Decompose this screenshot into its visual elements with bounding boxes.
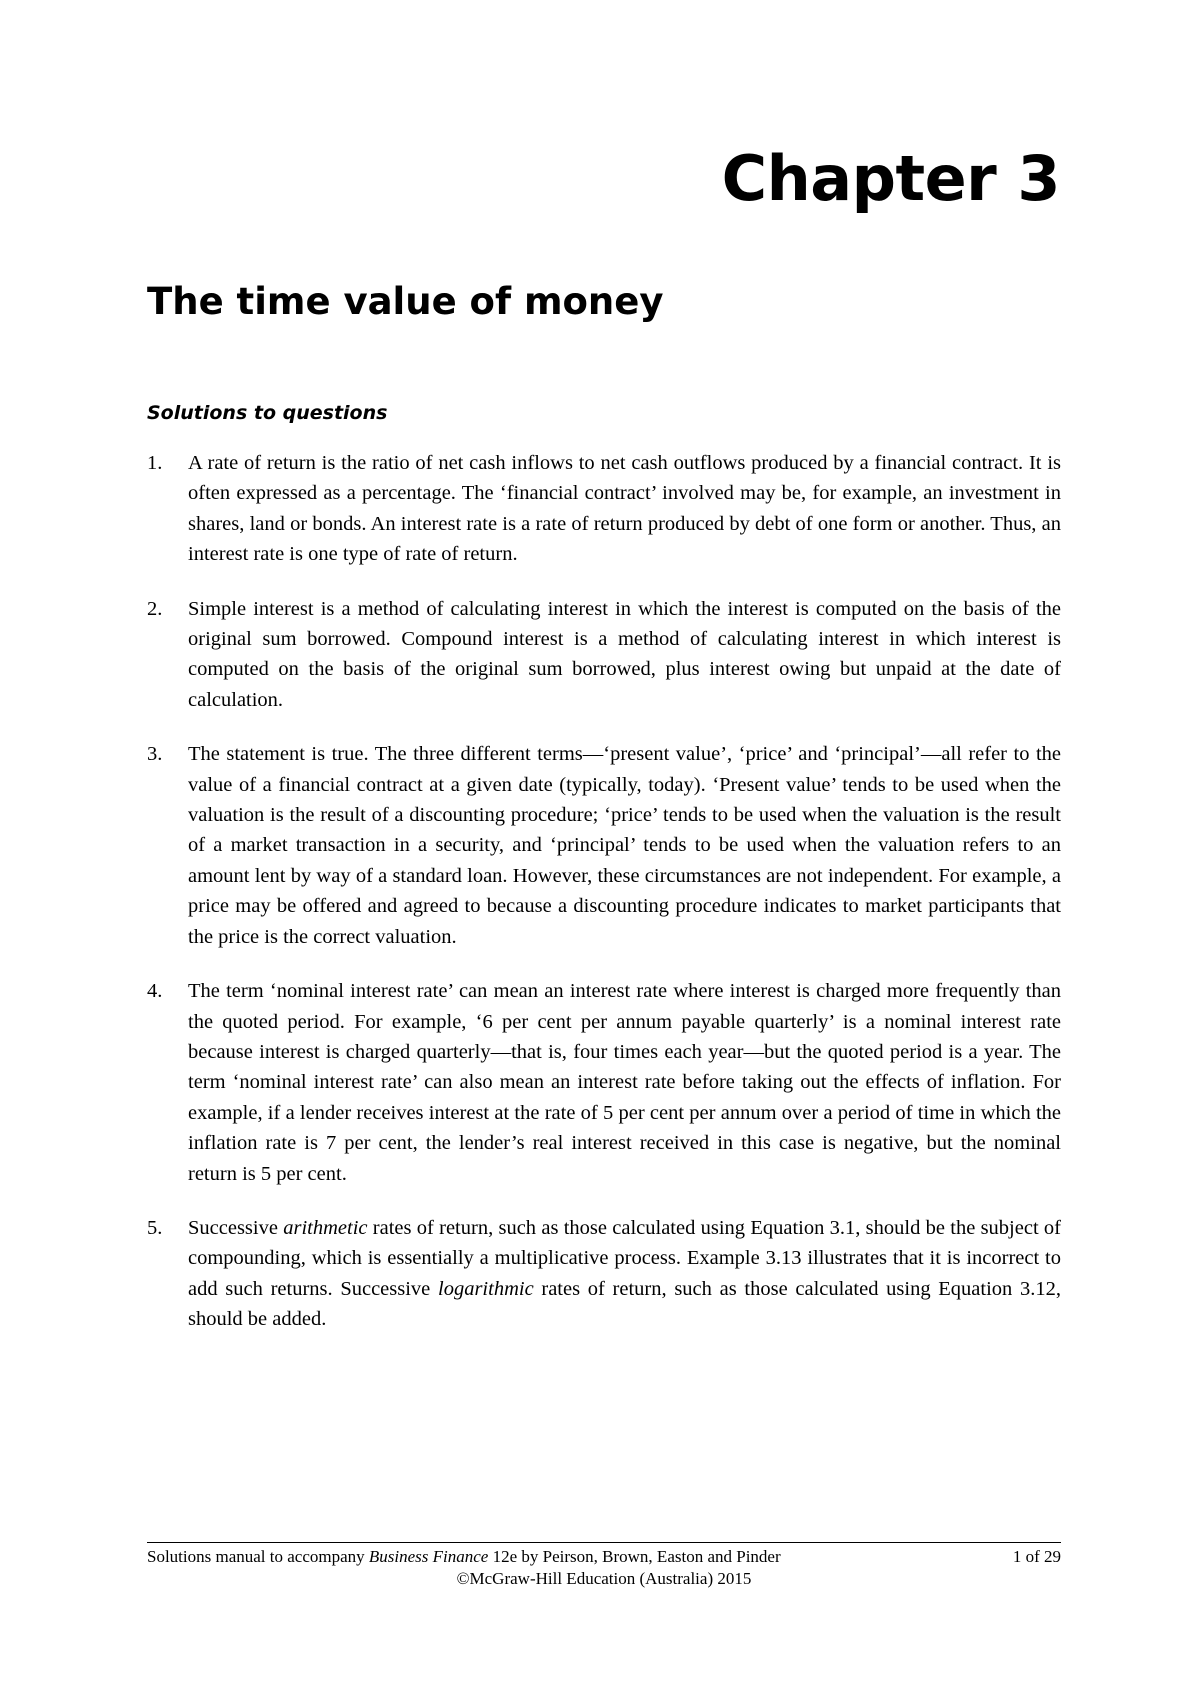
question-number: 3.: [147, 743, 163, 766]
emphasized-term: logarithmic: [438, 1277, 534, 1300]
answer-text-segment: rates of return, such as those calculated using Equation 3.1, should be the subject of compounding, which is essentially a multiplicative process. Example 3.13 illustrates that it is incorrect to add such returns. Successive: [188, 1216, 1061, 1300]
footer-copyright: ©McGraw-Hill Education (Australia) 2015: [456, 1569, 752, 1588]
footer-rule: [147, 1542, 1061, 1543]
answer-text-segment: Successive: [188, 1216, 284, 1239]
question-answer-text: [188, 594, 1061, 716]
question-item: [147, 448, 1061, 570]
footer-book-title: Business Finance: [368, 1547, 489, 1566]
question-item: [147, 1213, 1061, 1335]
answer-text-segment: The statement is true. The three different terms—‘present value’, ‘price’ and ‘principal’—all refer to the value of a financial contract at a given date (typically, today). ‘Present value’ tends to be used when the valuation is the result of a discounting procedure; ‘price’ tends to be used when the valuation is the result of a market transaction in a security, and ‘principal’ tends to be used when the valuation refers to an amount lent by way of a standard loan. However, these circumstances are not independent. For example, a price may be offered and agreed to because a discounting procedure indicates to market participants that the price is the correct valuation.: [188, 743, 1061, 948]
footer-prefix: Solutions manual to accompany: [147, 1547, 369, 1566]
question-item: [147, 594, 1061, 716]
question-number: 1.: [147, 452, 163, 474]
answer-text-segment: The term ‘nominal interest rate’ can mean an interest rate where interest is charged more frequently than the quoted period. For example, ‘6 per cent per annum payable quarterly’ is a nominal interest rate because interest is charged quarterly—that is, four times each year—but the quoted period is a year. The term ‘nominal interest rate’ can also mean an interest rate before taking out the effects of inflation. For example, if a lender receives interest at the rate of 5 per cent per annum over a period of time in which the inflation rate is 7 per cent, the lender’s real interest received in this case is negative, but the nominal return is 5 per cent.: [188, 980, 1061, 1185]
question-item: [147, 739, 1061, 952]
question-number: 4.: [147, 980, 163, 1003]
question-number: 5.: [147, 1216, 163, 1239]
question-answer-text: [188, 448, 1061, 570]
footer-row: [147, 1546, 1061, 1568]
question-item: [147, 976, 1061, 1189]
answer-text-segment: Simple interest is a method of calculating interest in which the interest is computed on the basis of the original sum borrowed. Compound interest is a method of calculating interest in which interest is computed on the basis of the original sum borrowed, plus interest owing but unpaid at the date of calculation.: [188, 597, 1061, 711]
page-footer: [147, 1542, 1061, 1590]
footer-suffix: 12e by Peirson, Brown, Easton and Pinder: [488, 1547, 781, 1566]
answer-text-segment: A rate of return is the ratio of net cash inflows to net cash outflows produced by a financial contract. It is often expressed as a percentage. The ‘financial contract’ involved may be, for example, an investment in shares, land or bonds. An interest rate is a rate of return produced by debt of one form or another. Thus, an interest rate is one type of rate of return.: [188, 452, 1061, 566]
chapter-title: Chapter 3: [721, 142, 1060, 215]
footer-citation: [147, 1546, 781, 1568]
answer-text-segment: rates of return, such as those calculated using Equation 3.12, should be added.: [188, 1277, 1061, 1331]
emphasized-term: arithmetic: [283, 1216, 368, 1239]
page-number: 1 of 29: [1012, 1547, 1061, 1566]
question-answer-text: [188, 1213, 1061, 1335]
question-answer-text: [188, 976, 1061, 1189]
solutions-subheading: Solutions to questions: [147, 402, 388, 424]
question-answer-text: [188, 739, 1061, 952]
question-number: 2.: [147, 597, 163, 620]
section-title: The time value of money: [147, 280, 664, 323]
questions-list: [147, 448, 1061, 1359]
